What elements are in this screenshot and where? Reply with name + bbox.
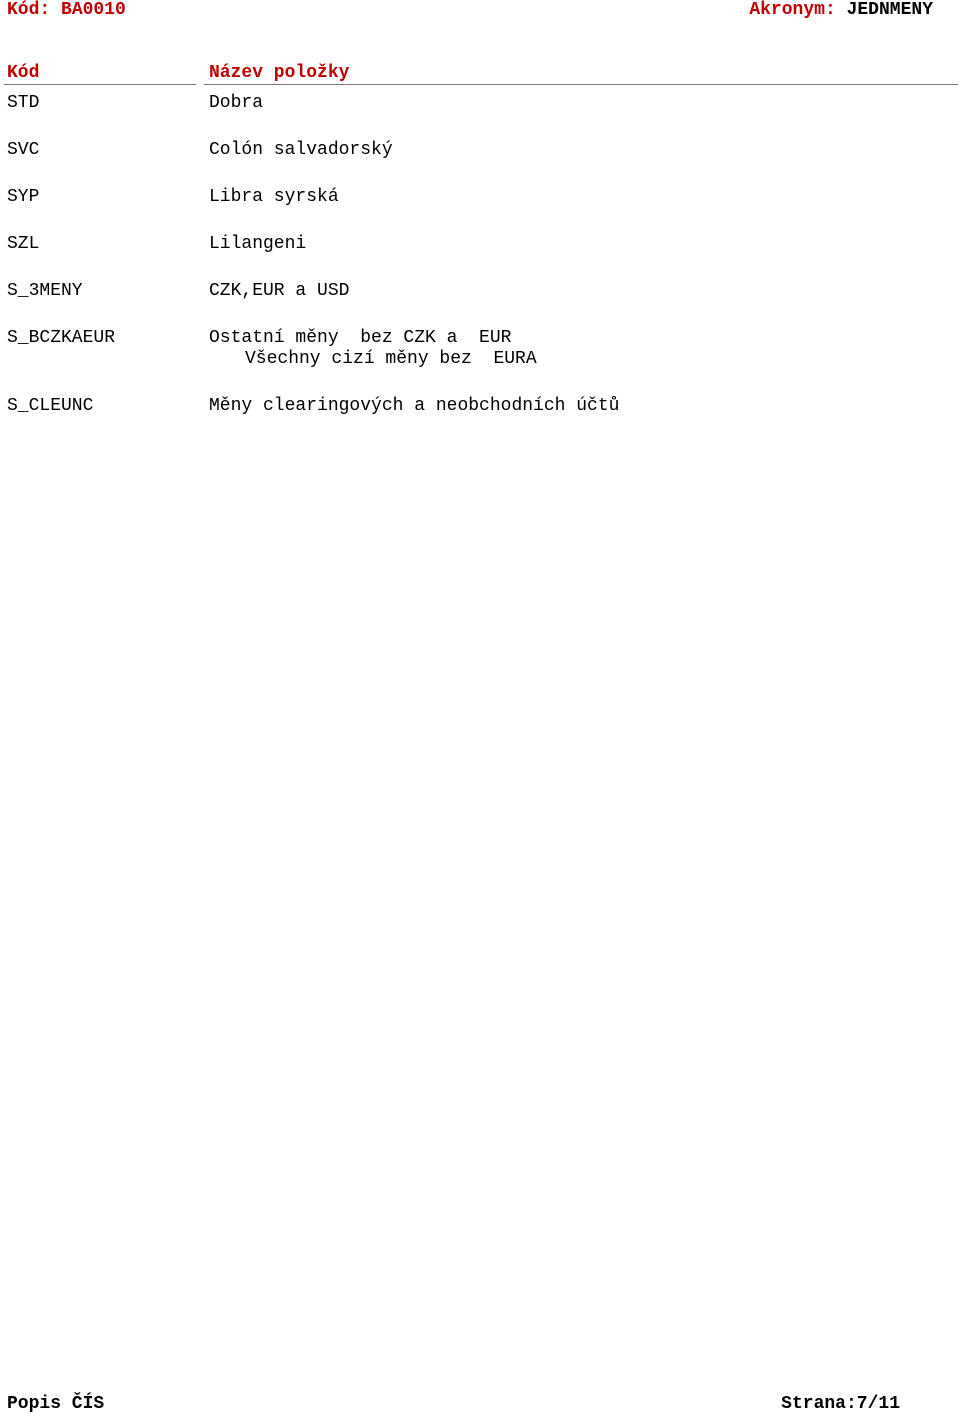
- table-row: [0, 396, 960, 417]
- header-divider-code: [4, 84, 196, 85]
- table-row: [0, 328, 960, 370]
- items-table: [0, 93, 960, 443]
- footer-title: Popis ČÍS: [7, 1394, 105, 1414]
- page-header: [0, 0, 960, 24]
- column-header-name: Název položky: [209, 63, 350, 83]
- code-label: Kód: BA0010: [7, 0, 126, 20]
- row-code: S_BCZKAEUR: [7, 328, 116, 348]
- table-row: [0, 93, 960, 114]
- row-name: Colón salvadorský: [209, 140, 393, 160]
- row-code: S_CLEUNC: [7, 396, 94, 416]
- acronym: [749, 0, 933, 21]
- row-name: Libra syrská: [209, 187, 339, 207]
- row-name: Lilangeni: [209, 234, 307, 254]
- page-footer: [0, 1394, 960, 1420]
- row-description: Všechny cizí měny bez EURA: [245, 349, 537, 369]
- page-number: Strana:7/11: [781, 1394, 900, 1414]
- code-value: BA0010: [61, 0, 126, 20]
- row-name: CZK,EUR a USD: [209, 281, 350, 301]
- row-name: Dobra: [209, 93, 264, 113]
- column-header-code: Kód: [7, 63, 40, 83]
- acronym-label: Akronym:: [749, 0, 836, 20]
- acronym-value: JEDNMENY: [846, 0, 933, 20]
- row-code: SYP: [7, 187, 40, 207]
- table-row: [0, 234, 960, 255]
- table-row: [0, 281, 960, 302]
- table-row: [0, 187, 960, 208]
- table-row: [0, 140, 960, 161]
- row-name: Ostatní měny bez CZK a EUR: [209, 328, 512, 348]
- row-code: SVC: [7, 140, 40, 160]
- row-name: Měny clearingových a neobchodních účtů: [209, 396, 620, 416]
- row-code: SZL: [7, 234, 40, 254]
- row-code: STD: [7, 93, 40, 113]
- header-divider-name: [204, 84, 958, 85]
- row-code: S_3MENY: [7, 281, 83, 301]
